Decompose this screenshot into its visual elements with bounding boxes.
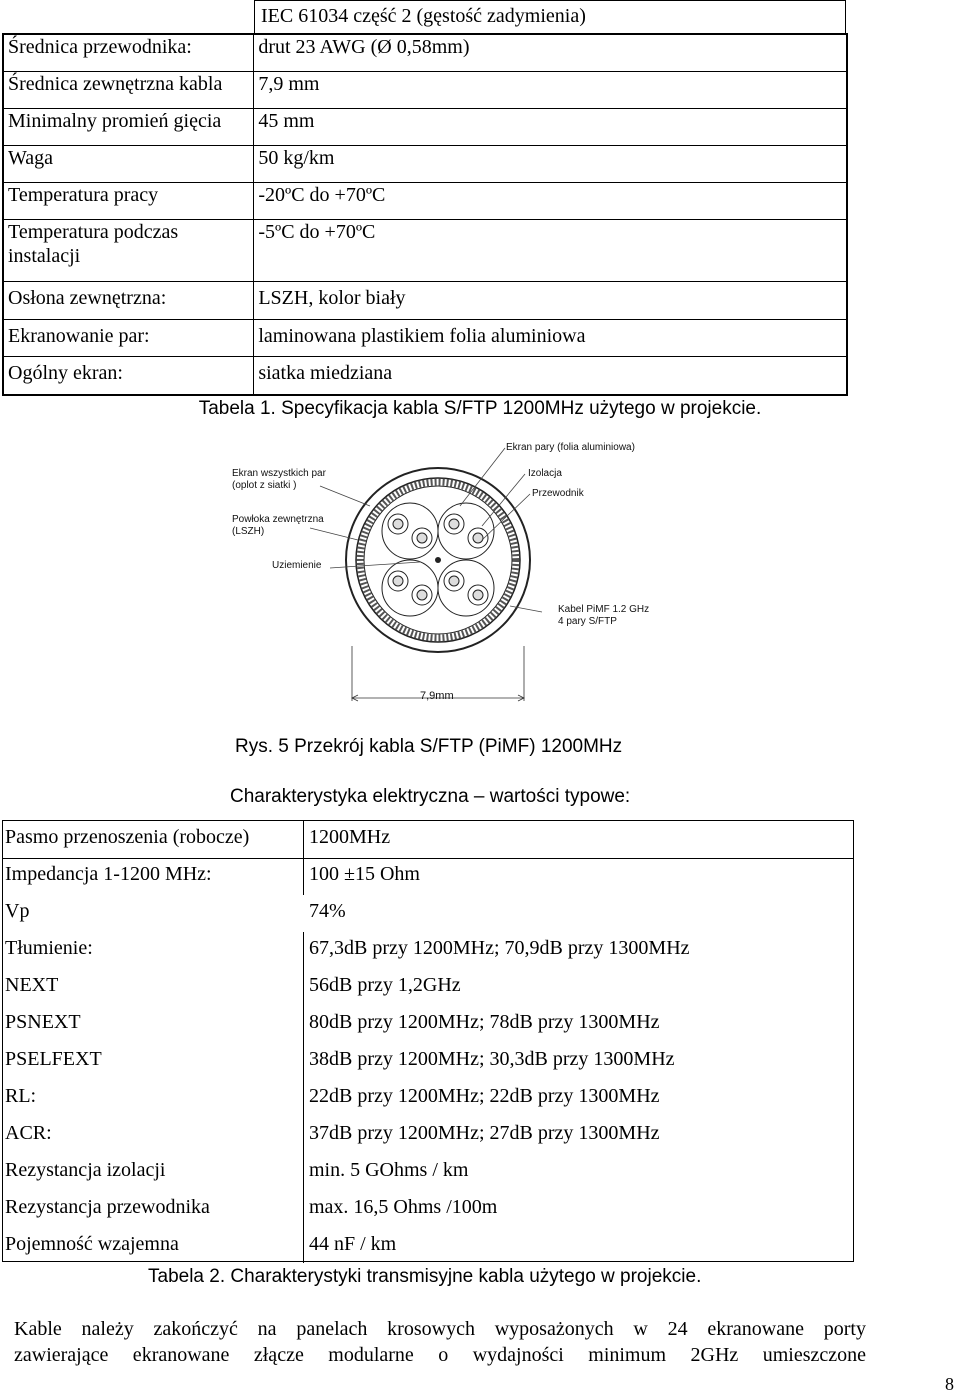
paragraph-line: Kable należy zakończyć na panelach krosowych wyposażonych w 24 ekranowane porty [14,1318,866,1340]
label-overall-screen: Ekran wszystkich par (oplot z siatki ) [232,468,326,491]
param-value: max. 16,5 Ohms /100m [309,1196,498,1218]
param-value: 67,3dB przy 1200MHz; 70,9dB przy 1300MHz [309,937,690,959]
spec-label: Średnica przewodnika: [4,35,254,72]
electrical-table [2,820,854,1262]
table-row [3,1154,853,1191]
spec-table-header-cell [254,0,846,33]
table-row [3,1228,853,1265]
param-value: 1200MHz [309,826,391,848]
spec-value: -20ºC do +70ºC [254,183,847,220]
label-conductor: Przewodnik [532,488,584,499]
param-label: Tłumienie: [5,937,93,959]
param-label: Rezystancja przewodnika [5,1196,210,1218]
label-ground: Uziemienie [272,560,322,571]
param-label: RL: [5,1085,37,1107]
spec-label: Waga [4,146,254,183]
table-row [3,1043,853,1080]
param-value: 74% [309,900,346,922]
param-label: PSELFEXT [5,1048,102,1070]
table-row [3,858,853,895]
table2-caption: Tabela 2. Charakterystyki transmisyjne kabla użytego w projekcie. [148,1266,702,1287]
label-cable-type: Kabel PiMF 1.2 GHz 4 pary S/FTP [558,604,650,627]
param-label: Pojemność wzajemna [5,1233,179,1255]
spec-label: Minimalny promień gięcia [4,109,254,146]
body-paragraph [14,1316,866,1368]
param-value: min. 5 GOhms / km [309,1159,469,1181]
param-value: 22dB przy 1200MHz; 22dB przy 1300MHz [309,1085,660,1107]
spec-label: Średnica zewnętrzna kabla [4,72,254,109]
param-label: Rezystancja izolacji [5,1159,166,1181]
spec-header-value: IEC 61034 część 2 (gęstość zadymienia) [261,5,586,27]
spec-table-grid [2,33,848,396]
spec-value: siatka miedziana [254,357,847,395]
param-label: PSNEXT [5,1011,81,1033]
table-row [3,821,853,858]
param-value: 37dB przy 1200MHz; 27dB przy 1300MHz [309,1122,660,1144]
table-row [3,1191,853,1228]
param-value: 80dB przy 1200MHz; 78dB przy 1300MHz [309,1011,660,1033]
label-dimension: 7,9mm [420,690,454,702]
spec-value: drut 23 AWG (Ø 0,58mm) [254,35,847,72]
electrical-heading: Charakterystyka elektryczna – wartości typowe: [230,786,631,807]
paragraph-line: zawierające ekranowane złącze modularne o wydajności minimum 2GHz umieszczone [14,1344,866,1366]
page-number: 8 [945,1374,954,1394]
spec-value: 45 mm [254,109,847,146]
param-value: 100 ±15 Ohm [309,863,420,885]
param-label: Pasmo przenoszenia (robocze) [5,826,250,848]
param-value: 56dB przy 1,2GHz [309,974,461,996]
spec-label: Temperatura podczas instalacji [4,220,254,282]
spec-value: 7,9 mm [254,72,847,109]
table-row [3,932,853,969]
param-label: Impedancja 1-1200 MHz: [5,863,212,885]
spec-value: 50 kg/km [254,146,847,183]
table-row [3,969,853,1006]
param-label: Vp [5,900,30,922]
spec-value: LSZH, kolor biały [254,282,847,320]
param-label: ACR: [5,1122,52,1144]
table-row [3,1117,853,1154]
table-row [3,1080,853,1117]
spec-label: Ekranowanie par: [4,320,254,357]
label-insulation: Izolacja [528,468,562,479]
spec-label: Temperatura pracy [4,183,254,220]
label-pair-screen: Ekran pary (folia aluminiowa) [506,442,635,453]
spec-value: -5ºC do +70ºC [254,220,847,282]
table-row [3,1006,853,1043]
cable-cross-section-figure [220,436,740,726]
table-row [3,895,853,932]
label-jacket: Powłoka zewnętrzna (LSZH) [232,514,324,537]
spec-value: laminowana plastikiem folia aluminiowa [254,320,847,357]
spec-label: Ogólny ekran: [4,357,254,395]
table1-caption: Tabela 1. Specyfikacja kabla S/FTP 1200MHz użytego w projekcie. [198,398,762,419]
figure-caption: Rys. 5 Przekrój kabla S/FTP (PiMF) 1200MHz [235,736,623,757]
param-value: 38dB przy 1200MHz; 30,3dB przy 1300MHz [309,1048,675,1070]
param-value: 44 nF / km [309,1233,397,1255]
param-label: NEXT [5,974,59,996]
spec-label: Osłona zewnętrzna: [4,282,254,320]
